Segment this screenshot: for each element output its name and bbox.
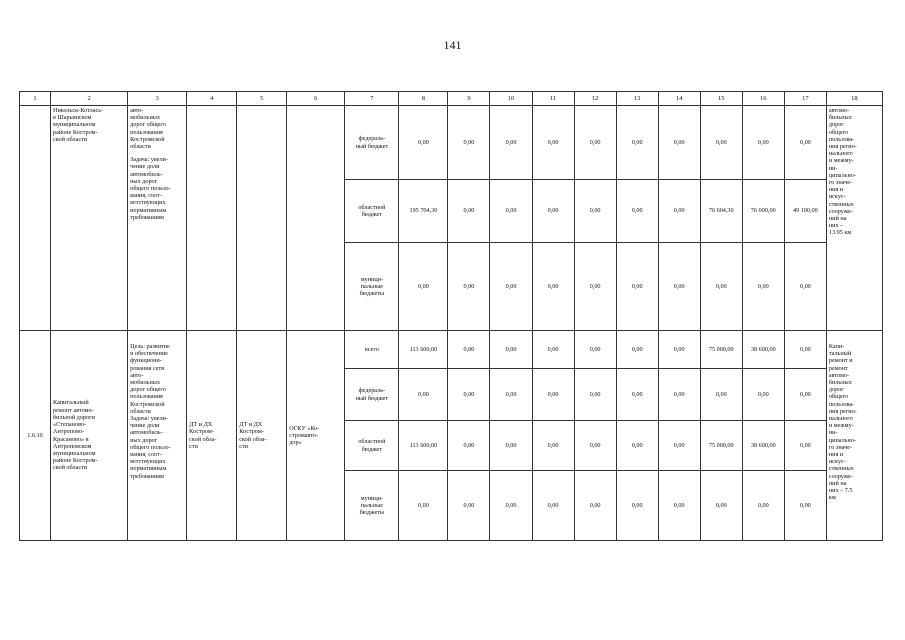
column-number: 8 <box>399 92 448 106</box>
column-number: 16 <box>742 92 784 106</box>
item-number-cell: 1.6.10 <box>20 331 51 541</box>
value-cell: 0,00 <box>742 471 784 541</box>
value-cell: 0,00 <box>490 421 532 471</box>
value-cell: 0,00 <box>532 331 574 369</box>
page-number: 141 <box>443 38 462 52</box>
value-cell: 0,00 <box>784 471 826 541</box>
value-cell: 0,00 <box>616 180 658 243</box>
value-cell: 38 600,00 <box>742 421 784 471</box>
value-cell: 0,00 <box>574 331 616 369</box>
funding-source: областной бюджет <box>345 180 399 243</box>
value-cell: 76 000,00 <box>742 180 784 243</box>
value-cell: 75 000,00 <box>700 421 742 471</box>
value-cell: 0,00 <box>616 421 658 471</box>
column-number: 7 <box>345 92 399 106</box>
value-cell: 0,00 <box>616 331 658 369</box>
funding-source: федераль- ный бюджет <box>345 106 399 180</box>
value-cell: 0,00 <box>616 243 658 331</box>
value-cell: 0,00 <box>490 369 532 421</box>
value-cell: 0,00 <box>532 471 574 541</box>
value-cell: 0,00 <box>574 106 616 180</box>
value-cell: 0,00 <box>658 106 700 180</box>
column-number: 4 <box>187 92 237 106</box>
value-cell: 0,00 <box>658 331 700 369</box>
value-cell: 0,00 <box>700 243 742 331</box>
executor-cell: ДТ и ДХ Костром- ской обла- сти <box>187 331 237 541</box>
value-cell: 75 000,00 <box>700 331 742 369</box>
column-number: 15 <box>700 92 742 106</box>
value-cell: 0,00 <box>490 331 532 369</box>
item-name-cell: Капитальный ремонт автомо- бильной дороги «Степаново- Антропово- Красаново» в Антроповском муниципальном районе Костром- ской области <box>51 331 128 541</box>
value-cell: 49 100,00 <box>784 180 826 243</box>
value-cell: 0,00 <box>784 331 826 369</box>
value-cell: 0,00 <box>616 471 658 541</box>
goal-cell: Цель: развитие и обеспечение функциони- рования сети авто- мобильных дорог общего пользования Костромской области Задача: увели- чение доли автомобиль- ных дорог общего пользо- вания, соот- ветствующих нормативным требованиям <box>128 331 187 541</box>
column-number: 3 <box>128 92 187 106</box>
column-number: 9 <box>448 92 490 106</box>
executor-cell <box>187 106 237 331</box>
value-cell: 38 600,00 <box>742 331 784 369</box>
value-cell: 0,00 <box>616 369 658 421</box>
result-cell: автомо- бильных дорог общего пользова- ния регио- нального и межму- ни- ципально- го значе- ния и искус- ственных сооруже- ний на них – 13.95 км <box>826 106 882 331</box>
value-cell: 0,00 <box>784 421 826 471</box>
value-cell: 0,00 <box>742 243 784 331</box>
task-text: Задача: увели- чение доли автомобиль- ных дорог общего пользо- вания, соот- ветствующих нормативным требованиям <box>130 156 171 221</box>
funding-source: муници- пальные бюджеты <box>345 471 399 541</box>
column-number: 6 <box>287 92 345 106</box>
coexecutor-cell: ДТ и ДХ Костром- ской обла- сти <box>237 331 287 541</box>
value-cell: 0,00 <box>574 180 616 243</box>
value-cell: 0,00 <box>399 471 448 541</box>
value-cell: 113 600,00 <box>399 421 448 471</box>
column-number: 2 <box>51 92 128 106</box>
value-cell: 0,00 <box>700 471 742 541</box>
column-number: 10 <box>490 92 532 106</box>
value-cell: 0,00 <box>742 369 784 421</box>
value-cell: 0,00 <box>658 421 700 471</box>
value-cell: 0,00 <box>532 106 574 180</box>
participant-cell: ОГКУ «Ко- стромавто- дор» <box>287 331 345 541</box>
value-cell: 0,00 <box>490 471 532 541</box>
item-number-cell <box>20 106 51 331</box>
value-cell: 0,00 <box>700 106 742 180</box>
item-name-cell: Никольск-Котлась- в Шарьинском муниципальном районе Костром- ской области <box>51 106 128 331</box>
value-cell: 0,00 <box>490 180 532 243</box>
goal-text: авто- мобильных дорог общего пользования Костромской области <box>130 107 166 151</box>
value-cell: 0,00 <box>448 471 490 541</box>
value-cell: 0,00 <box>448 106 490 180</box>
value-cell: 0,00 <box>448 421 490 471</box>
value-cell: 0,00 <box>574 243 616 331</box>
value-cell: 0,00 <box>448 331 490 369</box>
column-number: 18 <box>826 92 882 106</box>
value-cell: 0,00 <box>399 243 448 331</box>
column-number: 12 <box>574 92 616 106</box>
value-cell: 0,00 <box>574 421 616 471</box>
funding-source: муници- пальные бюджеты <box>345 243 399 331</box>
goal-cell <box>128 106 187 331</box>
funding-source: областной бюджет <box>345 421 399 471</box>
value-cell: 0,00 <box>399 106 448 180</box>
column-number: 13 <box>616 92 658 106</box>
value-cell: 0,00 <box>399 369 448 421</box>
value-cell: 0,00 <box>532 421 574 471</box>
value-cell: 0,00 <box>658 180 700 243</box>
value-cell: 0,00 <box>574 369 616 421</box>
value-cell: 0,00 <box>742 106 784 180</box>
funding-source: всего <box>345 331 399 369</box>
value-cell: 113 600,00 <box>399 331 448 369</box>
value-cell: 0,00 <box>700 369 742 421</box>
value-cell: 0,00 <box>448 369 490 421</box>
value-cell: 0,00 <box>490 243 532 331</box>
value-cell: 0,00 <box>616 106 658 180</box>
funding-source: федераль- ный бюджет <box>345 369 399 421</box>
column-number-row <box>20 92 883 106</box>
participant-cell <box>287 106 345 331</box>
result-cell: Капи- тальный ремонт и ремонт автомо- бильных дорог общего пользова- ния регио- нального и межму- ни- ципально- го значе- ния и искус- ственных сооруже- ний на них – 7.5 км <box>826 331 882 541</box>
value-cell: 0,00 <box>532 243 574 331</box>
value-cell: 76 604,30 <box>700 180 742 243</box>
value-cell: 0,00 <box>448 180 490 243</box>
value-cell: 0,00 <box>532 180 574 243</box>
budget-table <box>19 91 883 541</box>
value-cell: 0,00 <box>658 471 700 541</box>
column-number: 11 <box>532 92 574 106</box>
coexecutor-cell <box>237 106 287 331</box>
table-row <box>20 331 883 369</box>
value-cell: 0,00 <box>532 369 574 421</box>
value-cell: 0,00 <box>490 106 532 180</box>
value-cell: 0,00 <box>784 243 826 331</box>
value-cell: 0,00 <box>784 369 826 421</box>
value-cell: 0,00 <box>658 243 700 331</box>
column-number: 5 <box>237 92 287 106</box>
value-cell: 195 704,30 <box>399 180 448 243</box>
value-cell: 0,00 <box>784 106 826 180</box>
value-cell: 0,00 <box>658 369 700 421</box>
value-cell: 0,00 <box>448 243 490 331</box>
table-row <box>20 106 883 180</box>
column-number: 1 <box>20 92 51 106</box>
column-number: 14 <box>658 92 700 106</box>
column-number: 17 <box>784 92 826 106</box>
value-cell: 0,00 <box>574 471 616 541</box>
